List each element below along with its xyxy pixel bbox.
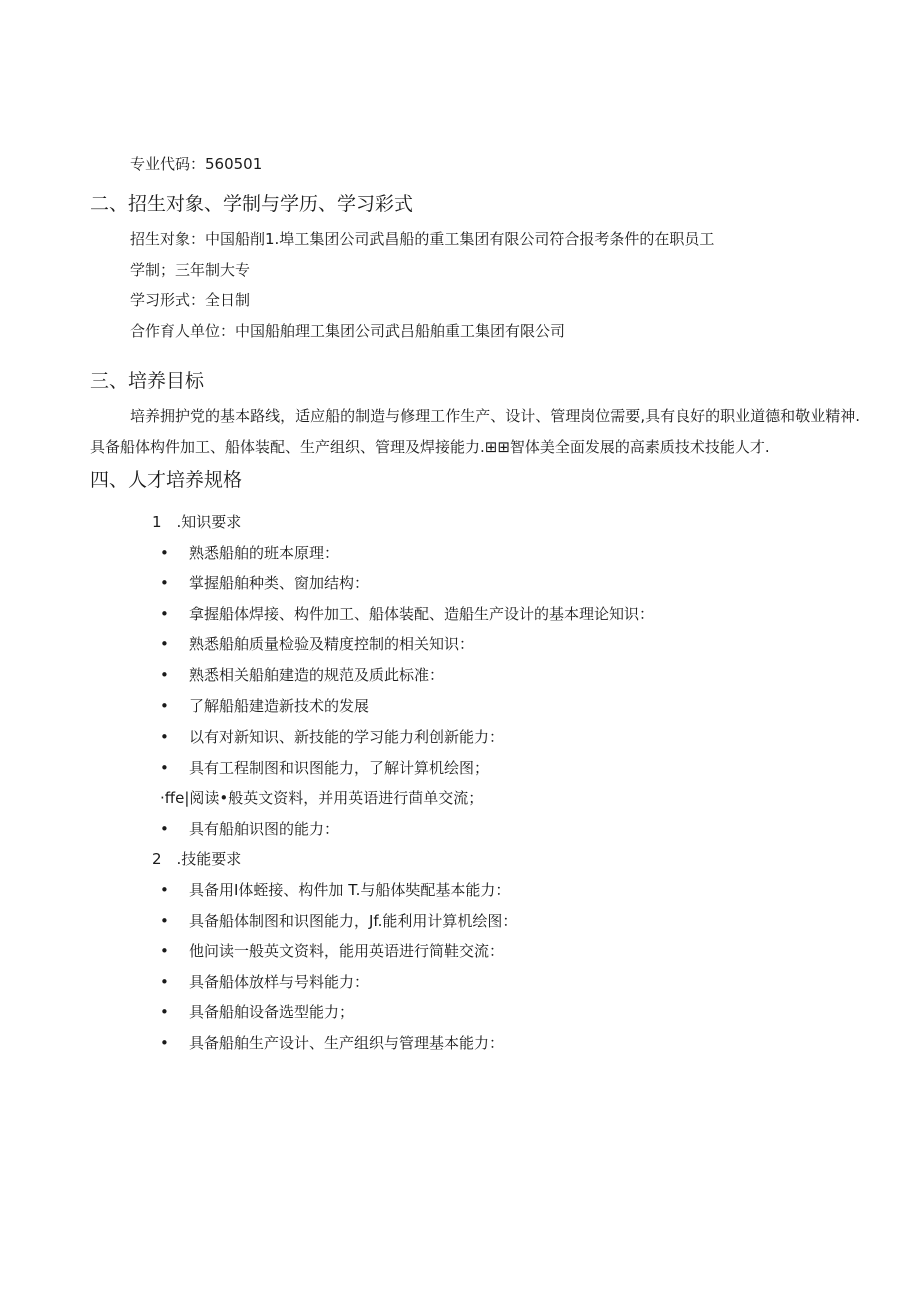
study-duration: 学制；三年制大专 <box>130 261 251 279</box>
list-item-text: 他问读一般英文资料，能用英语进行简鞋交流： <box>189 942 505 960</box>
bullet-icon: • <box>160 942 169 960</box>
section3-heading: 三、培养目标 <box>90 370 205 392</box>
list-item-text: 具有船舶识图的能力： <box>189 820 340 838</box>
bullet-icon: • <box>160 697 169 715</box>
major-code: 专业代码：560501 <box>130 155 263 173</box>
list-item-text: 熟悉船舶质量检验及精度控制的相关知识： <box>189 635 475 653</box>
list-item-text: 具备船舶设备选型能力； <box>189 1003 355 1021</box>
list-item-text: 具备船体放样与号料能力： <box>189 973 370 991</box>
training-goal-paragraph: 培养拥护党的基本路线，适应船的制造与修理工作生产、设计、管理岗位需要,具有良好的职业道德和敬业精神.具备船体构件加工、船体装配、生产组织、管理及焊接能力.⊞⊞智体美全面发展的高素质技术技能人才. <box>90 407 860 456</box>
list-item-text: 具备船舶生产设计、生产组织与管理基本能力： <box>189 1034 505 1052</box>
bullet-icon: • <box>160 881 169 899</box>
bullet-icon: • <box>160 1034 169 1052</box>
list-item-text: 拿握船体焊接、构件加工、船体装配、造船生产设计的基本理论知识： <box>189 605 655 623</box>
list-item-text: 熟悉船舶的班本原理： <box>189 544 340 562</box>
enrollment-target: 招生对象：中国船削1.埠工集团公司武昌船的重工集团有限公司符合报考条件的在职员工 <box>130 230 715 248</box>
bullet-icon: • <box>160 574 169 592</box>
study-form: 学习形式：全日制 <box>130 291 251 309</box>
bullet-icon: • <box>160 912 169 930</box>
list-item-unbulleted: ·ffe|阅读•般英文资料，并用英语进行茴单交流； <box>160 789 484 807</box>
bullet-icon: • <box>160 728 169 746</box>
bullet-icon: • <box>160 820 169 838</box>
list-item-text: 具备用I体蛭接、构件加 T.与船体奘配基本能力： <box>189 881 511 899</box>
bullet-icon: • <box>160 759 169 777</box>
list-item-text: 掌握船舶种类、窗加结构： <box>189 574 370 592</box>
list-item-text: 具有工程制图和识图能力，了解计算机绘图； <box>189 759 490 777</box>
bullet-icon: • <box>160 605 169 623</box>
knowledge-requirements-title: 1 .知识要求 <box>152 513 242 531</box>
section2-heading: 二、招生对象、学制与学历、学习彩式 <box>90 193 414 215</box>
bullet-icon: • <box>160 635 169 653</box>
list-item-text: 了解船船建造新技术的发展 <box>189 697 370 715</box>
list-item-text: 具备船体制图和识图能力，Jf.能利用计算机绘图： <box>189 912 518 930</box>
bullet-icon: • <box>160 544 169 562</box>
skill-requirements-title: 2 .技能要求 <box>152 850 242 868</box>
bullet-icon: • <box>160 1003 169 1021</box>
list-item-text: 以有对新知识、新技能的学习能力利创新能力： <box>189 728 505 746</box>
bullet-icon: • <box>160 666 169 684</box>
list-item-text: 熟悉相关船舶建造的规范及质此标准： <box>189 666 445 684</box>
partner-unit: 合作育人单位：中国船舶理工集团公司武吕船舶重工集团有限公司 <box>130 322 566 340</box>
section4-heading: 四、人才培养规格 <box>90 469 243 491</box>
bullet-icon: • <box>160 973 169 991</box>
